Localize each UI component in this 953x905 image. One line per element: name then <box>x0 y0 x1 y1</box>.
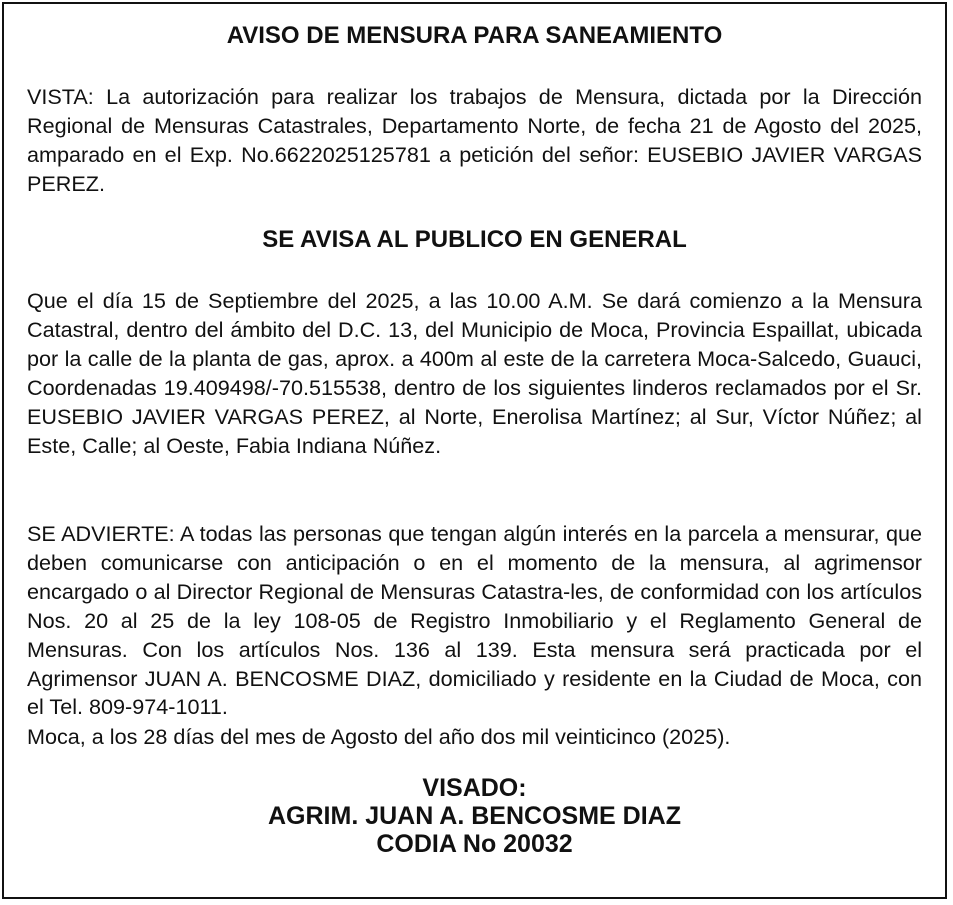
visado-label: VISADO: <box>422 774 527 802</box>
codia-number: CODIA No 20032 <box>376 830 573 858</box>
notice-subtitle: SE AVISA AL PUBLICO EN GENERAL <box>262 226 687 253</box>
notice-box <box>2 2 947 899</box>
notice-title: AVISO DE MENSURA PARA SANEAMIENTO <box>226 22 723 49</box>
details-paragraph: Que el día 15 de Septiembre del 2025, a las 10.00 A.M. Se dará comienzo a la Mensura Catastral, dentro del ámbito del D.C. 13, del Municipio de Moca, Provincia Espaillat, ubicada por la calle de la planta de gas, aprox. a 400m al este de la carretera Moca-Salcedo, Guauci, Coordenadas 19.409498/-70.515538, dentro de los siguientes linderos reclamados por el Sr. EUSEBIO JAVIER VARGAS PEREZ, al Norte, Enerolisa Martínez; al Sur, Víctor Núñez; al Este, Calle; al Oeste, Fabia Indiana Núñez. <box>27 288 922 458</box>
warning-paragraph: SE ADVIERTE: A todas las personas que tengan algún interés en la parcela a mensurar, que deben comunicarse con anticipación o en el momento de la mensura, al agrimensor encargado o al Director Regional de Mensuras Catastra-les, de conformidad con los artículos Nos. 20 al 25 de la ley 108-05 de Registro Inmobiliario y el Reglamento General de Mensuras. Con los artículos Nos. 136 al 139. Esta mensura será practicada por el Agrimensor JUAN A. BENCOSME DIAZ, domiciliado y residente en la Ciudad de Moca, con el Tel. 809-974-1011. <box>27 521 922 720</box>
vista-paragraph: VISTA: La autorización para realizar los trabajos de Mensura, dictada por la Dirección Regional de Mensuras Catastrales, Departamento Norte, de fecha 21 de Agosto del 2025, amparado en el Exp. No.6622025125781 a petición del señor: EUSEBIO JAVIER VARGAS PEREZ. <box>27 84 922 196</box>
signature-block <box>4 774 945 858</box>
date-line: Moca, a los 28 días del mes de Agosto del año dos mil veinticinco (2025). <box>27 724 731 749</box>
signer-name: AGRIM. JUAN A. BENCOSME DIAZ <box>268 802 681 830</box>
